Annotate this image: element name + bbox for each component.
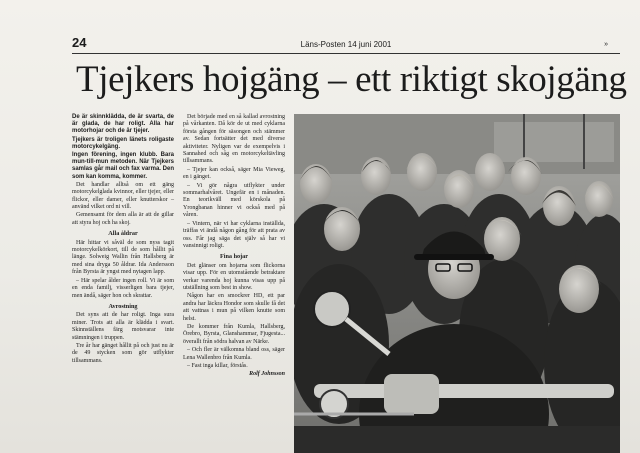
lead-paragraph: Tjejkers är troligen länets roligaste motorcykelgäng. [72,136,174,150]
body-paragraph: Det handlar alltså om ett gäng motorcykelglada kvinnor, eller tjejer, eller flickor, eller damer, eller knutterskor – använd vilket ord ni vill. [72,181,174,211]
header-mark: » [604,41,608,48]
paper-date: Läns-Posten 14 juni 2001 [300,40,392,49]
byline-signature: Rolf Johnsson [249,371,285,378]
subheading: Alla åldrar [108,230,138,238]
body-paragraph: De kommer från Kumla, Hallsberg, Örebro, Byrsta, Glanshammar, Fjugesta... överallt från södra halvan av Närke. [183,323,285,345]
article-column-1 [72,114,174,366]
body-paragraph: – Här spelar ålder ingen roll. Vi är som en enda familj, visserligen bara tjejer, men ändå, säger hon och skrattar. [72,277,174,299]
photo-illustration [294,114,620,453]
page-number: 24 [72,35,87,50]
subheading: Fina hojar [219,253,249,261]
article-column-2 [183,114,285,380]
group-photo [294,114,620,453]
body-paragraph: Det glänser om hojarna som flickorna visar upp. För en utomstående betraktare verkar varenda hoj kunna visas upp på utställning som best in show. [183,262,285,291]
body-paragraph: Det syns att de har roligt. Inga sura miner. Trots att alla är klädda i svart. Skinnställens färg motsvarar inte stämningen i truppen. [72,312,174,341]
body-paragraph: Det började med en så kallad avrostning på vårkanten. Då kör de ut med cyklarna första gången för säsongen och stämmer av. Sedan fortsätter det med diverse aktiviteter. Nyligen var de exempelvis i Sannahed och såg en motorcykeltävling tillsammans. [183,114,285,165]
body-paragraph: Någon har en smockrer HD, ett par andra har läckra Hondor som skulle få det att vattnas i mun på vilken knutte som helst. [183,293,285,322]
body-paragraph: – Fast inga killar, förstås. [187,363,248,369]
lead-paragraph: Ingen förening, ingen klubb. Bara mun-till-mun metoden. När Tjejkers samlas går mail och fax varma. Den som kan komma, kommer. [72,152,174,180]
headline: Tjejkers hojgäng – ett riktigt skojgäng [76,59,627,100]
header-rule [72,53,620,54]
body-paragraph: Här hittar vi såväl de som nyss tagit motorcykelkörkort, till de som hållit på länge. Solweig Wallin från Hallsberg är med sina dryga 50 åldrar. Ida Andersson från Byrsta är yngst med nytagen lapp. [72,239,174,276]
body-paragraph: – Tjejer kan också, säger Mia Vieweg, en i gänget. [183,166,285,181]
body-paragraph: Gemensamt för dem alla är att de gillar att styra hoj och ha skoj. [72,212,174,226]
lead-paragraph: De är skinnklädda, de är svarta, de är glada, de har roligt. Alla har motorhojar och de är tjejer. [72,114,174,135]
body-paragraph: Tre år har gänget hållit på och just nu är de 49 stycken som gör utflykter tillsammans. [72,342,174,364]
body-paragraph: – Vintern, när vi har cyklarna inställda, träffas vi ändå någon gång för att prata av oss. Får jag säga det själv så har vi vansinnigt roligt. [183,220,285,249]
body-paragraph: – Vi gör några utflykter under sommarhalvåret. Ungefär en i månaden. En teorikväll med körskola på Yrongbanan hinner vi också med på våren. [183,182,285,219]
body-paragraph: – Och fler är välkomna bland oss, säger Lena Wallenbro från Kumla. [183,347,285,361]
subheading: Avrostning [108,302,138,310]
page-header [72,35,620,51]
